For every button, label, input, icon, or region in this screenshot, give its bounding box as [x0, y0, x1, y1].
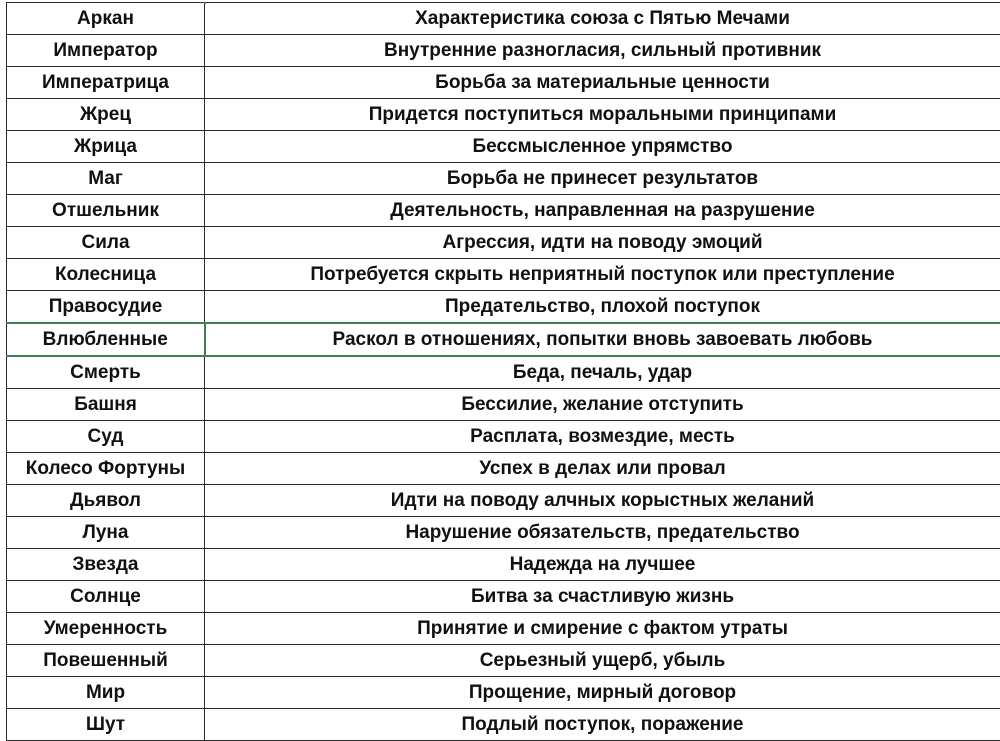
table-row: [7, 677, 1000, 709]
cell-meaning[interactable]: Агрессия, идти на поводу эмоций: [205, 227, 1000, 259]
cell-meaning[interactable]: Подлый поступок, поражение: [205, 709, 1000, 741]
table-row: [7, 35, 1000, 67]
cell-arcana[interactable]: Солнце: [7, 581, 205, 613]
cell-arcana[interactable]: Маг: [7, 163, 205, 195]
cell-arcana[interactable]: Башня: [7, 389, 205, 421]
cell-arcana[interactable]: Колесница: [7, 259, 205, 291]
cell-arcana[interactable]: Шут: [7, 709, 205, 741]
cell-arcana[interactable]: Императрица: [7, 67, 205, 99]
cell-arcana[interactable]: Звезда: [7, 549, 205, 581]
cell-arcana[interactable]: Луна: [7, 517, 205, 549]
cell-meaning[interactable]: Придется поступиться моральными принципами: [205, 99, 1000, 131]
cell-meaning[interactable]: Надежда на лучшее: [205, 549, 1000, 581]
cell-meaning[interactable]: Борьба не принесет результатов: [205, 163, 1000, 195]
table-row: [7, 356, 1000, 389]
table-row: [7, 131, 1000, 163]
cell-meaning[interactable]: Внутренние разногласия, сильный противник: [205, 35, 1000, 67]
table-row: [7, 581, 1000, 613]
cell-arcana[interactable]: Суд: [7, 421, 205, 453]
cell-meaning[interactable]: Прощение, мирный договор: [205, 677, 1000, 709]
cell-arcana[interactable]: Мир: [7, 677, 205, 709]
cell-arcana[interactable]: Умеренность: [7, 613, 205, 645]
cell-meaning[interactable]: Серьезный ущерб, убыль: [205, 645, 1000, 677]
cell-meaning[interactable]: Раскол в отношениях, попытки вновь завоевать любовь: [205, 323, 1000, 356]
cell-meaning[interactable]: Борьба за материальные ценности: [205, 67, 1000, 99]
cell-meaning[interactable]: Предательство, плохой поступок: [205, 291, 1000, 324]
table-row: [7, 517, 1000, 549]
cell-arcana[interactable]: Дьявол: [7, 485, 205, 517]
cell-arcana[interactable]: Жрица: [7, 131, 205, 163]
cell-meaning[interactable]: Расплата, возмездие, месть: [205, 421, 1000, 453]
table-row: [7, 99, 1000, 131]
cell-selection-marker: [204, 2, 206, 4]
cell-meaning[interactable]: Бессмысленное упрямство: [205, 131, 1000, 163]
cell-meaning[interactable]: Потребуется скрыть неприятный поступок или преступление: [205, 259, 1000, 291]
cell-meaning[interactable]: Беда, печаль, удар: [205, 356, 1000, 389]
cell-arcana[interactable]: Правосудие: [7, 291, 205, 324]
spreadsheet-table-area: [6, 2, 1000, 736]
table-row: [7, 453, 1000, 485]
table-row: [7, 163, 1000, 195]
header-row: [7, 3, 1000, 35]
table-row: [7, 421, 1000, 453]
cell-meaning[interactable]: Деятельность, направленная на разрушение: [205, 195, 1000, 227]
header-cell-arcana[interactable]: Аркан: [7, 3, 205, 35]
arcana-table: [6, 2, 1000, 741]
cell-arcana[interactable]: Повешенный: [7, 645, 205, 677]
cell-arcana[interactable]: Сила: [7, 227, 205, 259]
table-row: [7, 259, 1000, 291]
cell-meaning[interactable]: Принятие и смирение с фактом утраты: [205, 613, 1000, 645]
cell-meaning[interactable]: Успех в делах или провал: [205, 453, 1000, 485]
cell-meaning[interactable]: Идти на поводу алчных корыстных желаний: [205, 485, 1000, 517]
cell-arcana[interactable]: Император: [7, 35, 205, 67]
table-row: [7, 549, 1000, 581]
cell-arcana[interactable]: Отшельник: [7, 195, 205, 227]
cell-meaning[interactable]: Бессилие, желание отступить: [205, 389, 1000, 421]
cell-meaning[interactable]: Битва за счастливую жизнь: [205, 581, 1000, 613]
table-row: [7, 227, 1000, 259]
cell-arcana[interactable]: Колесо Фортуны: [7, 453, 205, 485]
cell-meaning[interactable]: Нарушение обязательств, предательство: [205, 517, 1000, 549]
table-row: [7, 485, 1000, 517]
table-row: [7, 291, 1000, 324]
cell-arcana[interactable]: Смерть: [7, 356, 205, 389]
table-row: [7, 67, 1000, 99]
table-row: [7, 613, 1000, 645]
table-row: [7, 645, 1000, 677]
table-row: [7, 709, 1000, 741]
table-row: [7, 389, 1000, 421]
table-row: [7, 195, 1000, 227]
cell-arcana[interactable]: Влюбленные: [7, 323, 205, 356]
table-row: [7, 323, 1000, 356]
cell-arcana[interactable]: Жрец: [7, 99, 205, 131]
header-cell-meaning[interactable]: Характеристика союза с Пятью Мечами: [205, 3, 1000, 35]
